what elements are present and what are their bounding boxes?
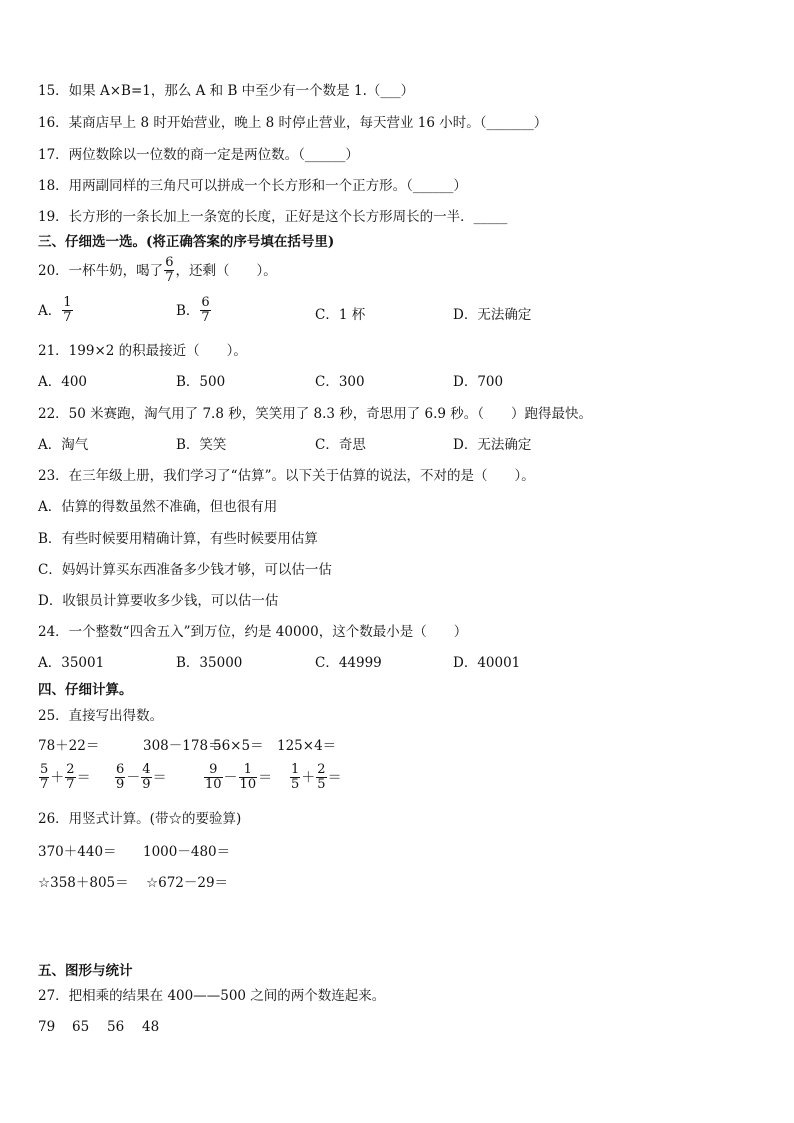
- q24-option-b: B．35000: [176, 655, 243, 671]
- question-19: 19．长方形的一条长加上一条宽的长度，正好是这个长方形周长的一半．_____: [38, 209, 508, 225]
- q24-option-a: A．35001: [38, 655, 105, 671]
- q27-number-1: 79: [38, 1019, 56, 1035]
- q22-option-a: A．淘气: [38, 437, 89, 453]
- q24-option-c: C．44999: [315, 655, 382, 671]
- question-25: 25．直接写出得数。: [38, 708, 164, 724]
- q20-option-d: D．无法确定: [453, 307, 532, 323]
- question-15: 15．如果 A×B=1，那么 A 和 B 中至少有一个数是 1.（___）: [38, 83, 415, 99]
- q21-option-a: A．400: [38, 374, 88, 390]
- q25-fraction-item-3: $\frac{9}{10}$ － $\frac{1}{10}$ ＝: [205, 762, 273, 792]
- q26-item-4: ☆672－29＝: [146, 875, 229, 891]
- q26-item-3: ☆358＋805＝: [38, 875, 129, 891]
- q20-fraction: $\frac{6}{7}$: [165, 255, 174, 285]
- question-16: 16．某商店早上 8 时开始营业，晚上 8 时停止营业，每天营业 16 小时。（_______）: [38, 115, 548, 131]
- q26-item-1: 370＋440＝: [38, 844, 117, 860]
- question-27: 27．把相乘的结果在 400——500 之间的两个数连起来。: [38, 988, 386, 1004]
- q20-option-a: A． $\frac{1}{7}$: [38, 295, 72, 325]
- q24-option-d: D．40001: [453, 655, 521, 671]
- q25-item-3: 56×5＝: [213, 738, 264, 754]
- q23-option-c: C．妈妈计算买东西准备多少钱才够，可以估一估: [38, 562, 332, 578]
- q27-number-4: 48: [142, 1019, 160, 1035]
- q22-option-b: B．笑笑: [176, 437, 227, 453]
- q21-option-d: D．700: [453, 374, 504, 390]
- question-18: 18．用两副同样的三角尺可以拼成一个长方形和一个正方形。（______）: [38, 178, 467, 194]
- q26-item-2: 1000－480＝: [143, 844, 231, 860]
- q20-option-b: B． $\frac{6}{7}$: [176, 295, 210, 325]
- q20-option-c: C．1 杯: [315, 307, 366, 323]
- question-22: 22．50 米赛跑，淘气用了 7.8 秒，笑笑用了 8.3 秒，奇思用了 6.9 秒。（ ）跑得最快。: [38, 406, 593, 422]
- section-3-title: 三、仔细选一选。(将正确答案的序号填在括号里): [38, 234, 335, 250]
- q25-item-1: 78＋22＝: [38, 738, 100, 754]
- section-5-title: 五、图形与统计: [38, 963, 133, 979]
- q20-stem-pre: 20．一杯牛奶，喝了: [38, 262, 164, 279]
- q21-option-c: C．300: [315, 374, 365, 390]
- question-17: 17．两位数除以一位数的商一定是两位数。（______）: [38, 147, 359, 163]
- q25-fraction-item-2: $\frac{6}{9}$ － $\frac{4}{9}$ ＝: [116, 762, 167, 792]
- q27-number-3: 56: [107, 1019, 125, 1035]
- question-26: 26．用竖式计算。(带☆的要验算): [38, 811, 242, 827]
- question-21: 21．199×2 的积最接近（ ）。: [38, 343, 247, 359]
- q22-option-c: C．奇思: [315, 437, 366, 453]
- question-20: [38, 256, 277, 285]
- q20-stem-post: ，还剩（ ）。: [175, 262, 277, 279]
- q23-option-a: A．估算的得数虽然不准确，但也很有用: [38, 499, 278, 515]
- q22-option-d: D．无法确定: [453, 437, 532, 453]
- q25-item-4: 125×4＝: [277, 738, 337, 754]
- q23-option-d: D．收银员计算要收多少钱，可以估一估: [38, 593, 279, 609]
- question-24: 24．一个整数“四舍五入”到万位，约是 40000，这个数最小是（ ）: [38, 624, 468, 640]
- q25-fraction-item-1: $\frac{5}{7}$ ＋ $\frac{2}{7}$ ＝: [40, 762, 91, 792]
- q21-option-b: B．500: [176, 374, 226, 390]
- section-4-title: 四、仔细计算。: [38, 682, 133, 698]
- q25-item-2: 308－178＝: [143, 738, 222, 754]
- q25-fraction-item-4: $\frac{1}{5}$ ＋ $\frac{2}{5}$ ＝: [291, 762, 342, 792]
- q23-option-b: B．有些时候要用精确计算，有些时候要用估算: [38, 531, 318, 547]
- question-23: 23．在三年级上册，我们学习了“估算”。以下关于估算的说法，不对的是（ ）。: [38, 468, 535, 484]
- q27-number-2: 65: [72, 1019, 90, 1035]
